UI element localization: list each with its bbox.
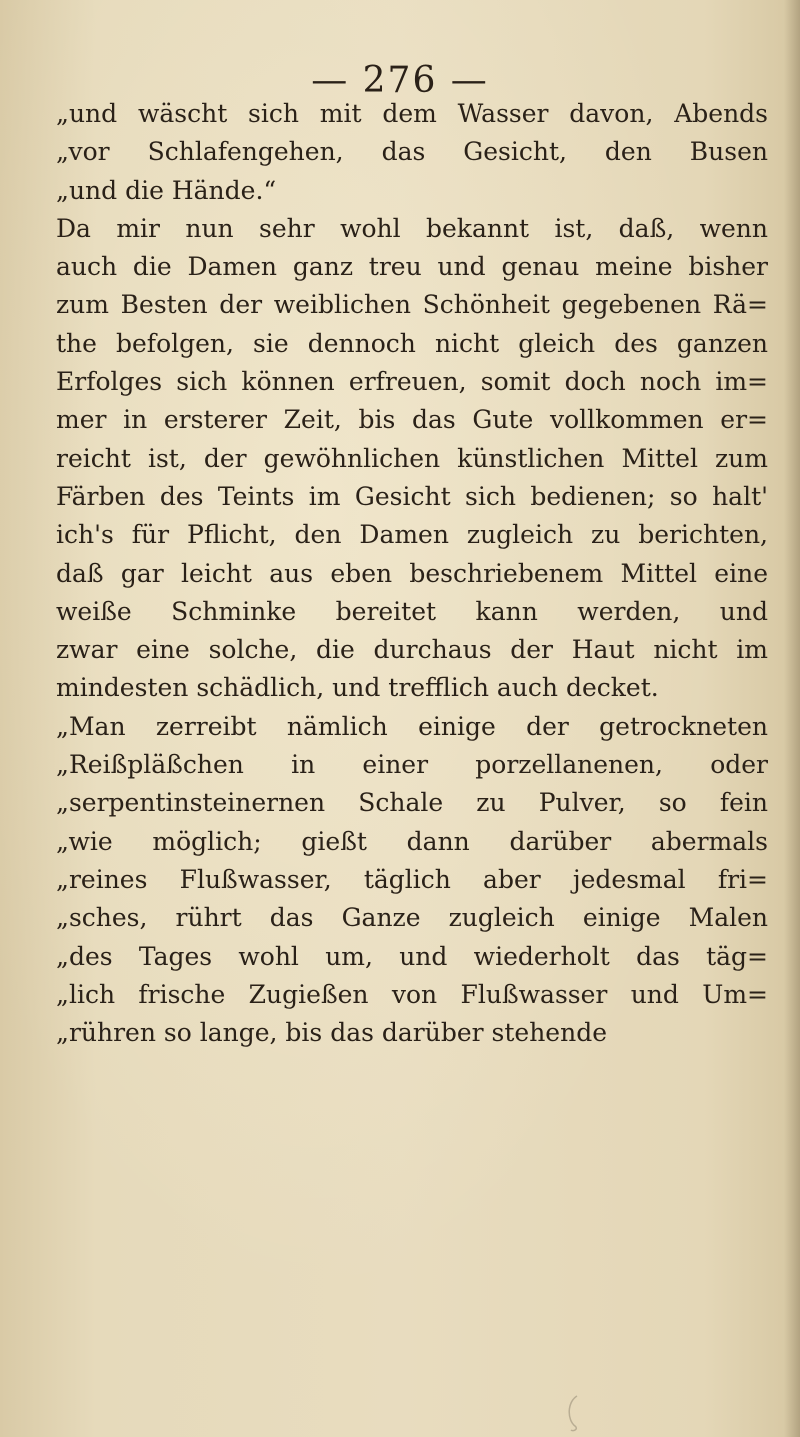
text-line: zwar eine solche, die durchaus der Haut nicht im bbox=[56, 635, 768, 665]
text-line: „sches, rührt das Ganze zugleich einige Malen bbox=[56, 903, 768, 933]
text-line: „und wäscht sich mit dem Wasser davon, Abends bbox=[56, 99, 768, 128]
text-line: „Man zerreibt nämlich einige der getrockneten bbox=[56, 711, 768, 741]
text-line: „Reißpläßchen in einer porzellanenen, oder bbox=[56, 750, 768, 780]
text-line: weiße Schminke bereitet kann werden, und bbox=[56, 596, 768, 626]
text-line: „wie möglich; gießt dann darüber abermals bbox=[56, 826, 768, 856]
text-line: „reines Flußwasser, täglich aber jedesmal fri= bbox=[56, 864, 768, 894]
text-line: zum Besten der weiblichen Schönheit gegebenen Rä= bbox=[56, 290, 768, 320]
text-line: the befolgen, sie dennoch nicht gleich des ganzen bbox=[56, 328, 768, 358]
text-line: „vor Schlafengehen, das Gesicht, den Busen bbox=[56, 137, 768, 167]
text-line: „des Tages wohl um, und wiederholt das täg= bbox=[56, 941, 768, 971]
text-line: „und die Hände.“ bbox=[56, 175, 277, 205]
text-line: daß gar leicht aus eben beschriebenem Mittel eine bbox=[56, 558, 768, 588]
text-line: Da mir nun sehr wohl bekannt ist, daß, wenn bbox=[56, 213, 768, 243]
text-line: „rühren so lange, bis das darüber stehende bbox=[56, 1018, 608, 1048]
text-line: Erfolges sich können erfreuen, somit doch noch im= bbox=[56, 367, 768, 397]
body-text bbox=[56, 95, 768, 1052]
ink-mark bbox=[563, 1392, 583, 1432]
page-edge-shadow bbox=[784, 0, 800, 1437]
text-line: „lich frische Zugießen von Flußwasser und Um= bbox=[56, 979, 768, 1009]
text-line: ich's für Pflicht, den Damen zugleich zu berichten, bbox=[56, 520, 768, 550]
text-line: „serpentinsteinernen Schale zu Pulver, so fein bbox=[56, 788, 768, 818]
text-line: reicht ist, der gewöhnlichen künstlichen Mittel zum bbox=[56, 443, 768, 473]
text-line: mer in ersterer Zeit, bis das Gute vollkommen er= bbox=[56, 405, 768, 435]
text-line: auch die Damen ganz treu und genau meine bisher bbox=[56, 252, 768, 282]
text-line: Färben des Teints im Gesicht sich bedienen; so halt' bbox=[56, 481, 768, 511]
page-number: — 276 — bbox=[311, 60, 489, 101]
text-line: mindesten schädlich, und trefflich auch decket. bbox=[56, 673, 659, 703]
